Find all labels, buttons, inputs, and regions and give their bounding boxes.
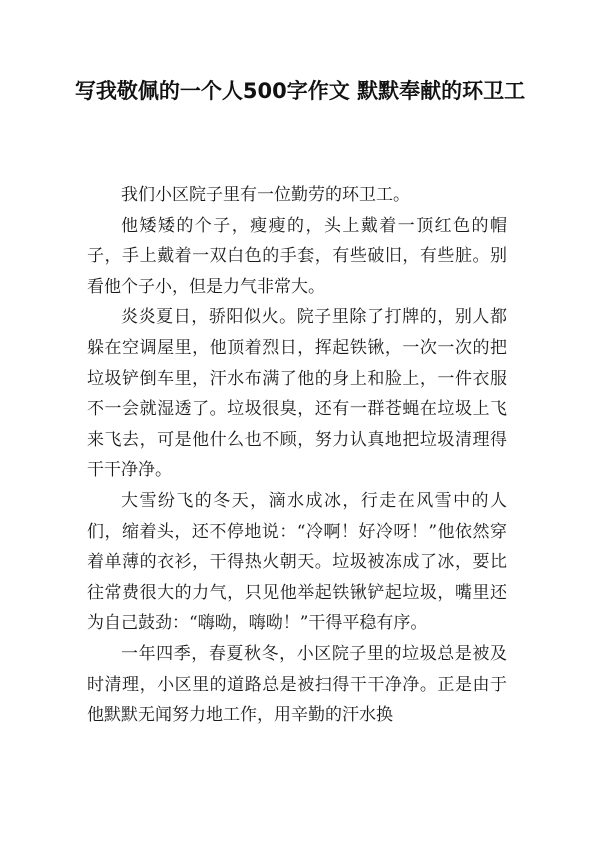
- paragraph: 一年四季，春夏秋冬，小区院子里的垃圾总是被及时清理，小区里的道路总是被扫得干干净净。正是由于他默默无闻努力地工作，用辛勤的汗水换: [87, 643, 507, 726]
- paragraph: 我们小区院子里有一位勤劳的环卫工。: [121, 185, 410, 205]
- paragraph: 大雪纷飞的冬天，滴水成冰，行走在风雪中的人们，缩着头，还不停地说：“冷啊！好冷呀！”他依然穿着单薄的衣衫，干得热火朝天。垃圾被冻成了冰，要比往常费很大的力气，只见他举起铁锹铲起垃圾，嘴里还为自己鼓劲：“嗨呦，嗨呦！”干得平稳有序。: [87, 490, 507, 634]
- paragraph: 他矮矮的个子，瘦瘦的，头上戴着一顶红色的帽子，手上戴着一双白色的手套，有些破旧，有些脏。别看他个子小，但是力气非常大。: [87, 215, 507, 297]
- document-body: [87, 180, 507, 731]
- paragraph: 炎炎夏日，骄阳似火。院子里除了打牌的，别人都躲在空调屋里，他顶着烈日，挥起铁锹，一次一次的把垃圾铲倒车里，汗水布满了他的身上和脸上，一件衣服不一会就湿透了。垃圾很臭，还有一群苍蝇在垃圾上飞来飞去，可是他什么也不顾，努力认真地把垃圾清理得干干净净。: [87, 307, 507, 481]
- document-title: 写我敬佩的一个人500字作文 默默奉献的环卫工: [74, 79, 526, 103]
